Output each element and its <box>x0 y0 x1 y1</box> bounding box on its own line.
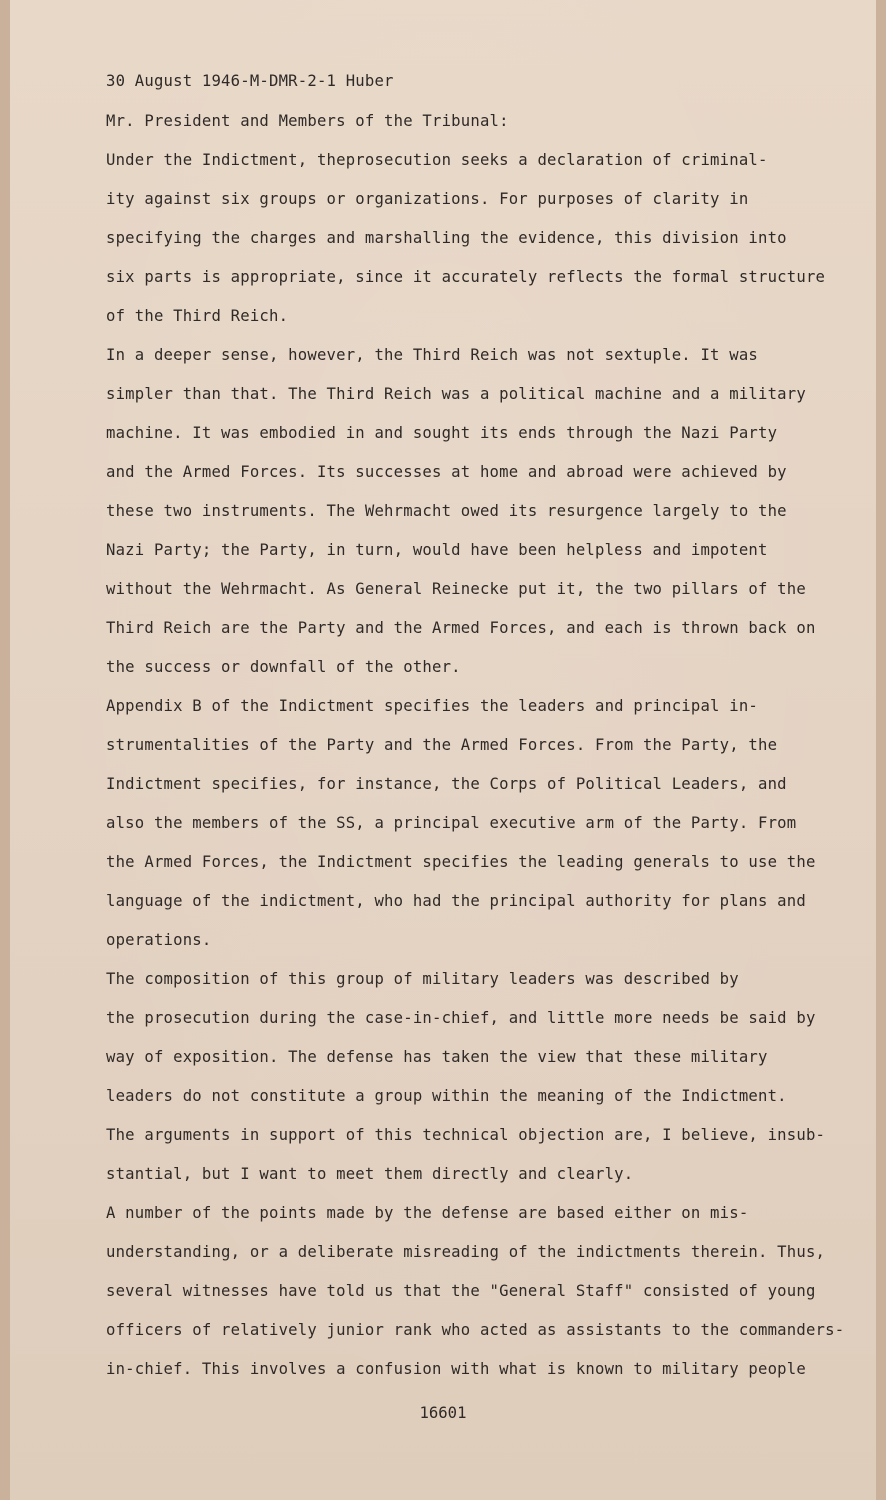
salutation: Mr. President and Members of the Tribunal: <box>106 112 509 130</box>
text-line: way of exposition. The defense has taken the view that these military <box>106 1048 768 1066</box>
text-line: and the Armed Forces. Its successes at home and abroad were achieved by <box>106 463 787 481</box>
text-line: stantial, but I want to meet them directly and clearly. <box>106 1165 634 1183</box>
text-line: these two instruments. The Wehrmacht owed its resurgence largely to the <box>106 502 787 520</box>
text-line: Nazi Party; the Party, in turn, would have been helpless and impotent <box>106 541 768 559</box>
text-line: The arguments in support of this technical objection are, I believe, insub- <box>106 1126 826 1144</box>
text-line: The composition of this group of military leaders was described by <box>106 970 739 988</box>
text-line: without the Wehrmacht. As General Reinecke put it, the two pillars of the <box>106 580 806 598</box>
text-line: machine. It was embodied in and sought its ends through the Nazi Party <box>106 424 778 442</box>
text-line: the prosecution during the case-in-chief, and little more needs be said by <box>106 1009 816 1027</box>
text-line: of the Third Reich. <box>106 307 289 325</box>
text-line: Under the Indictment, theprosecution seeks a declaration of criminal- <box>106 151 768 169</box>
text-line: operations. <box>106 931 212 949</box>
text-line: several witnesses have told us that the "General Staff" consisted of young <box>106 1282 816 1300</box>
text-line: Indictment specifies, for instance, the Corps of Political Leaders, and <box>106 775 787 793</box>
text-line: strumentalities of the Party and the Armed Forces. From the Party, the <box>106 736 778 754</box>
text-line: In a deeper sense, however, the Third Reich was not sextuple. It was <box>106 346 758 364</box>
text-line: simpler than that. The Third Reich was a political machine and a military <box>106 385 806 403</box>
text-line: the Armed Forces, the Indictment specifies the leading generals to use the <box>106 853 816 871</box>
text-line: also the members of the SS, a principal executive arm of the Party. From <box>106 814 797 832</box>
text-line: six parts is appropriate, since it accurately reflects the formal structure <box>106 268 826 286</box>
text-line: Third Reich are the Party and the Armed Forces, and each is thrown back on <box>106 619 816 637</box>
text-line: leaders do not constitute a group within the meaning of the Indictment. <box>106 1087 787 1105</box>
text-line: understanding, or a deliberate misreading of the indictments therein. Thus, <box>106 1243 826 1261</box>
document-header: 30 August 1946-M-DMR-2-1 Huber <box>106 72 394 90</box>
text-line: the success or downfall of the other. <box>106 658 461 676</box>
text-line: ity against six groups or organizations. For purposes of clarity in <box>106 190 749 208</box>
text-line: A number of the points made by the defense are based either on mis- <box>106 1204 749 1222</box>
text-line: language of the indictment, who had the principal authority for plans and <box>106 892 806 910</box>
text-line: in-chief. This involves a confusion with what is known to military people <box>106 1360 806 1378</box>
page-number: 16601 <box>419 1404 467 1422</box>
text-line: specifying the charges and marshalling the evidence, this division into <box>106 229 787 247</box>
text-line: officers of relatively junior rank who acted as assistants to the commanders- <box>106 1321 845 1339</box>
text-line: Appendix B of the Indictment specifies the leaders and principal in- <box>106 697 758 715</box>
